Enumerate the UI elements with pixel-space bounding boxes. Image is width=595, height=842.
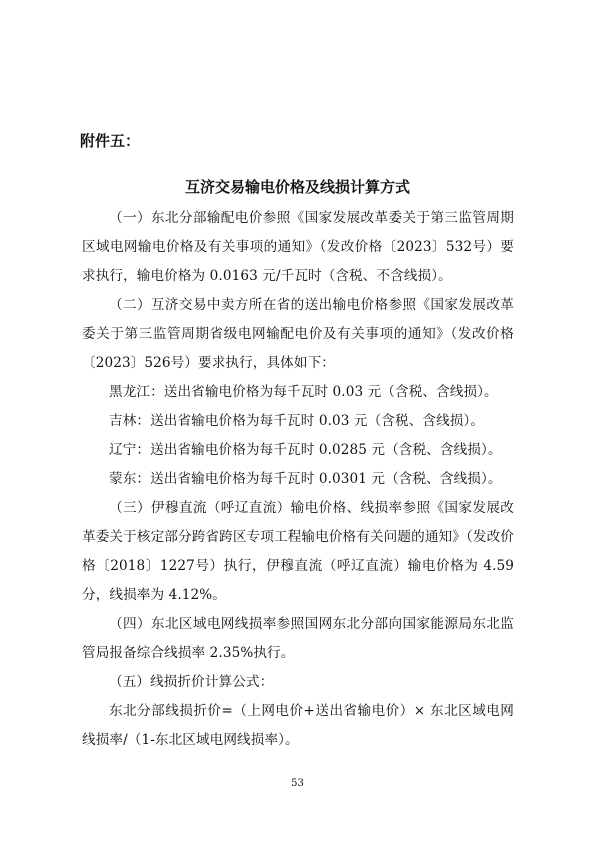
page-number: 53: [291, 778, 304, 789]
paragraph-heilongjiang: 黑龙江：送出省输电价格为每千瓦时 0.03 元（含税、含线损）。: [109, 384, 498, 400]
document-body: [82, 204, 514, 755]
paragraph-formula-heading: （五）线损折价计算公式：: [109, 674, 274, 690]
paragraph-mengdong: 蒙东：送出省输电价格为每千瓦时 0.0301 元（含税、含线损）。: [109, 471, 502, 487]
annex-label: 附件五：: [80, 132, 141, 150]
document-title: 互济交易输电价格及线损计算方式: [184, 178, 410, 196]
paragraph-line-loss-rate: （四）东北区域电网线损率参照国网东北分部向国家能源局东北监管局报备综合线损率 2.35%执行。: [82, 616, 514, 661]
paragraph-jilin: 吉林：送出省输电价格为每千瓦时 0.03 元（含税、含线损）。: [109, 413, 485, 429]
paragraph-seller-province-price: （二）互济交易中卖方所在省的送出输电价格参照《国家发展改革委关于第三监管周期省级电网输配电价及有关事项的通知》（发改价格〔2023〕526号）要求执行，具体如下：: [82, 297, 514, 371]
paragraph-transmission-price: （一）东北分部输配电价参照《国家发展改革委关于第三监管周期区域电网输电价格及有关事项的通知》（发改价格〔2023〕532号）要求执行，输电价格为 0.0163 元/千瓦时（含税、不含线损）。: [82, 210, 514, 284]
paragraph-formula: 东北分部线损折价=（上网电价+送出省输电价）× 东北区域电网线损率/（1-东北区域电网线损率）。: [82, 703, 514, 748]
paragraph-liaoning: 辽宁：送出省输电价格为每千瓦时 0.0285 元（含税、含线损）。: [109, 442, 502, 458]
paragraph-yimu-dc: （三）伊穆直流（呼辽直流）输电价格、线损率参照《国家发展改革委关于核定部分跨省跨区专项工程输电价格有关问题的通知》（发改价格〔2018〕1227号）执行，伊穆直流（呼辽直流）输电价格为 4.59 分，线损率为 4.12%。: [82, 500, 514, 603]
